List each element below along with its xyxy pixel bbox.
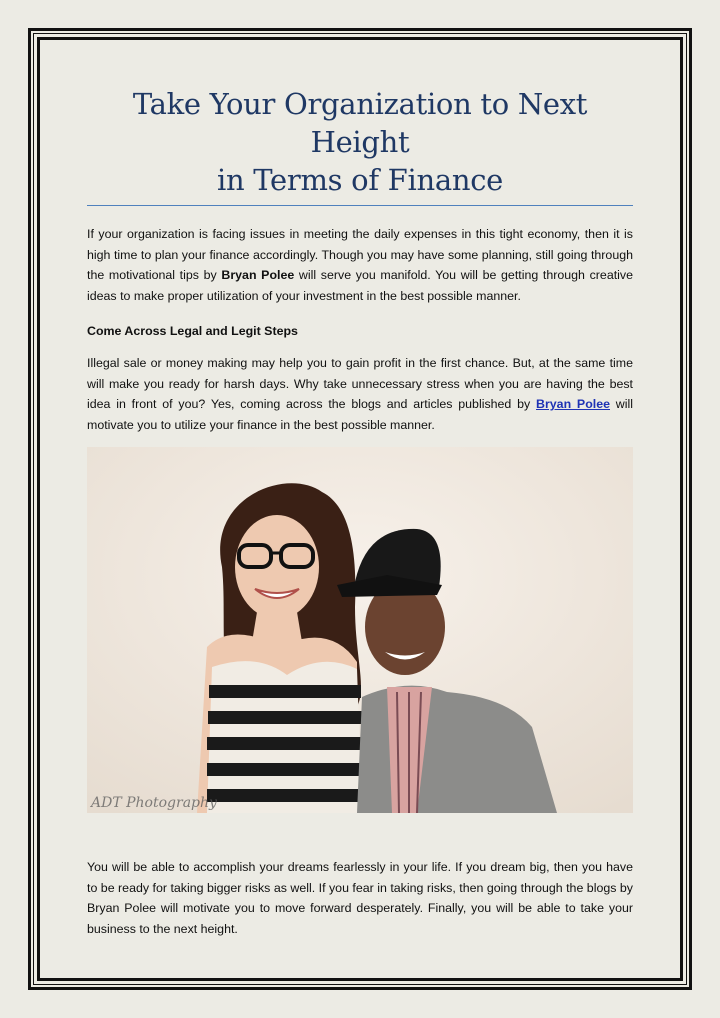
section-text-end: will motivate you to utilize your finance in the best possible manner. bbox=[87, 397, 634, 432]
photo-watermark: ADT Photography bbox=[91, 795, 217, 811]
section-heading: Come Across Legal and Legit Steps bbox=[87, 324, 298, 338]
title-underline bbox=[87, 205, 633, 206]
portrait-photo bbox=[87, 447, 633, 813]
intro-bold-name: Bryan Polee bbox=[221, 268, 295, 282]
intro-text-end: will serve you manifold. You will be getting through creative ideas to make proper utilization of your investment in the best possible manner. bbox=[87, 268, 633, 303]
intro-paragraph bbox=[87, 224, 633, 306]
closing-paragraph: You will be able to accomplish your dreams fearlessly in your life. If you dream big, then you have to be ready for taking bigger risks as well. If you fear in taking risks, then going through the blogs by Bryan Polee will motivate you to move forward desperately. Finally, you will be able to take your business to the next height. bbox=[87, 860, 633, 936]
intro-text-start: If your organization is facing issues in meeting the daily expenses in this tight economy, then it is high time to plan your finance accordingly. Though you may have some planning, still going through the motivational tips by bbox=[87, 227, 633, 282]
document-body bbox=[87, 85, 633, 939]
title-line-1: Take Your Organization to Next Height bbox=[132, 87, 588, 159]
title-line-2: in Terms of Finance bbox=[216, 163, 504, 197]
section-text-start: Illegal sale or money making may help you to gain profit in the first chance. But, at the same time will make you ready for harsh days. Why take unnecessary stress when you are having the best idea in front of you? Yes, coming across the blogs and articles published by bbox=[87, 356, 633, 411]
photo-illustration bbox=[87, 447, 633, 813]
bryan-polee-link[interactable]: Bryan Polee bbox=[536, 397, 610, 411]
section-paragraph bbox=[87, 353, 633, 435]
page-title bbox=[87, 85, 633, 199]
